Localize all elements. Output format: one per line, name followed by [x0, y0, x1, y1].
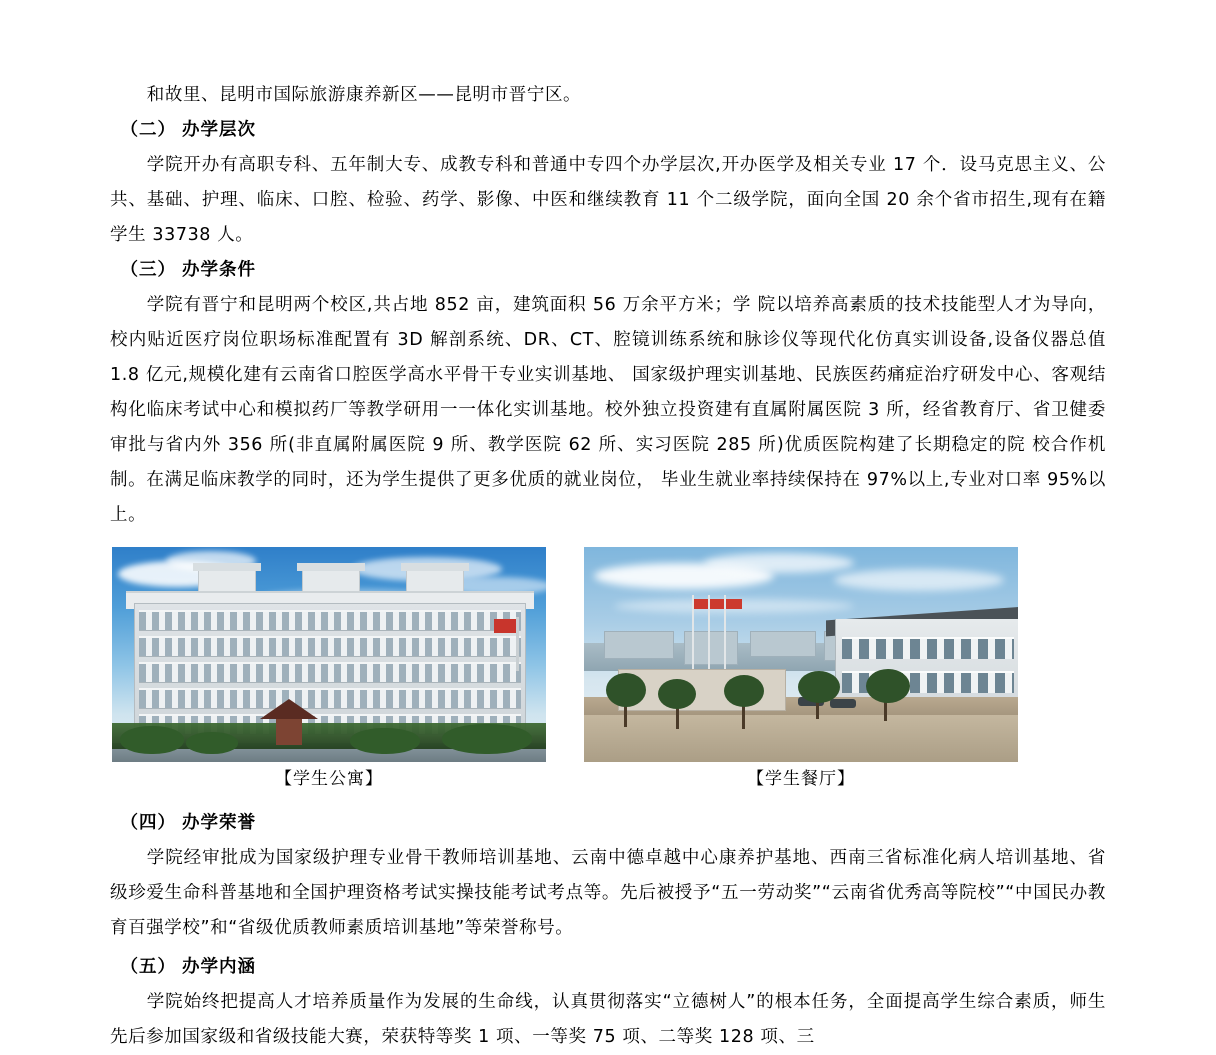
distant-building [750, 631, 816, 657]
section-number-3: （三） [120, 260, 176, 280]
section-number-5: （五） [120, 957, 176, 977]
dormitory-building [134, 603, 526, 735]
spacer [110, 794, 1106, 806]
section-4-paragraph-1: 学院经审批成为国家级护理专业骨干教师培训基地、云南中德卓越中心康养护基地、西南三省标准化病人培训基地、省级珍爱生命科普基地和全国护理资格考试实操技能考试考点等。先后被授予“五一劳动奖”“云南省优秀高等院校”“中国民办教育百强学校”和“省级优质教师素质培训基地”等荣誉称号。 [110, 848, 1106, 938]
floor-windows [139, 662, 521, 683]
figure-caption-canteen: 【学生餐厅】 [747, 769, 855, 789]
section-number-2: （二） [120, 120, 176, 140]
floor-windows [139, 688, 521, 709]
lead-paragraph: 和故里、昆明市国际旅游康养新区——昆明市晋宁区。 [146, 85, 582, 105]
flag-pole [708, 595, 710, 671]
pavilion [260, 699, 318, 745]
floor-windows [139, 610, 521, 631]
plaza-pavement [584, 715, 1018, 762]
tree-canopy [866, 669, 910, 703]
floor-windows [139, 636, 521, 657]
distant-building [604, 631, 674, 659]
building-floors [135, 604, 525, 734]
section-title-3: 办学条件 [182, 260, 256, 280]
section-heading-5 [110, 950, 1106, 985]
figure-student-dormitory [112, 547, 546, 794]
photo-student-canteen [584, 547, 1018, 762]
section-heading-4 [110, 806, 1106, 841]
canteen-window-row [842, 637, 1014, 659]
figure-caption-dormitory: 【学生公寓】 [275, 769, 383, 789]
tree-canopy [724, 675, 764, 707]
cloud-shape [834, 569, 1004, 591]
tree-canopy [606, 673, 646, 707]
section-title-2: 办学层次 [182, 120, 256, 140]
bush [442, 724, 532, 754]
tree-canopy [658, 679, 696, 709]
tree-canopy [798, 671, 840, 703]
bush [120, 726, 184, 754]
pavilion-roof [260, 699, 318, 719]
parked-car [830, 699, 856, 708]
pavilion-body [276, 719, 302, 745]
flag-pole [692, 595, 694, 671]
flag-pole [516, 617, 519, 671]
section-3-paragraph-1: 学院有晋宁和昆明两个校区,共占地 852 亩，建筑面积 56 万余平方米；学 院以培养高素质的技术技能型人才为导向，校内贴近医疗岗位职场标准配置有 3D 解剖系统、DR、CT、腔镜训练系统和脉诊仪等现代化仿真实训设备,设备仪器总值 1.8 亿元,规模化建有云南省口腔医学高水平骨干专业实训基地、 国家级护理实训基地、民族医药痛症治疗研发中心、客观结构化临床考试中心和模拟药厂等教学研用一一体化实训基地。校外独立投资建有直属附属医院 3 所，经省教育厅、省卫健委审批与省内外 356 所(非直属附属医院 9 所、教学医院 62 所、实习医院 285 所)优质医院构建了长期稳定的院 校合作机制。在满足临床教学的同时，还为学生提供了更多优质的就业岗位， 毕业生就业率持续保持在 97%以上,专业对口率 95%以上。 [110, 295, 1106, 525]
section-title-5: 办学内涵 [182, 957, 256, 977]
photo-student-dormitory [112, 547, 546, 762]
section-5-paragraph-1: 学院始终把提高人才培养质量作为发展的生命线，认真贯彻落实“立德树人”的根本任务，全面提高学生综合素质，师生先后参加国家级和省级技能大赛，荣获特等奖 1 项、一等奖 75 项、二等奖 128 项、三 [110, 992, 1106, 1047]
section-heading-3 [110, 253, 1106, 288]
section-2-paragraph-1: 学院开办有高职专科、五年制大专、成教专科和普通中专四个办学层次,开办医学及相关专业 17 个．设马克思主义、公共、基础、护理、临床、口腔、检验、药学、影像、中医和继续教育 11 个二级学院，面向全国 20 余个省市招生,现有在籍学生 33738 人。 [110, 155, 1106, 245]
cloud-shape [704, 553, 854, 573]
section-number-4: （四） [120, 813, 176, 833]
flag-pole [724, 595, 726, 671]
section-title-4: 办学荣誉 [182, 813, 256, 833]
section-heading-2 [110, 113, 1106, 148]
bush [350, 728, 420, 754]
figure-row [110, 547, 1106, 794]
bush [186, 732, 238, 754]
figure-student-canteen [584, 547, 1018, 794]
